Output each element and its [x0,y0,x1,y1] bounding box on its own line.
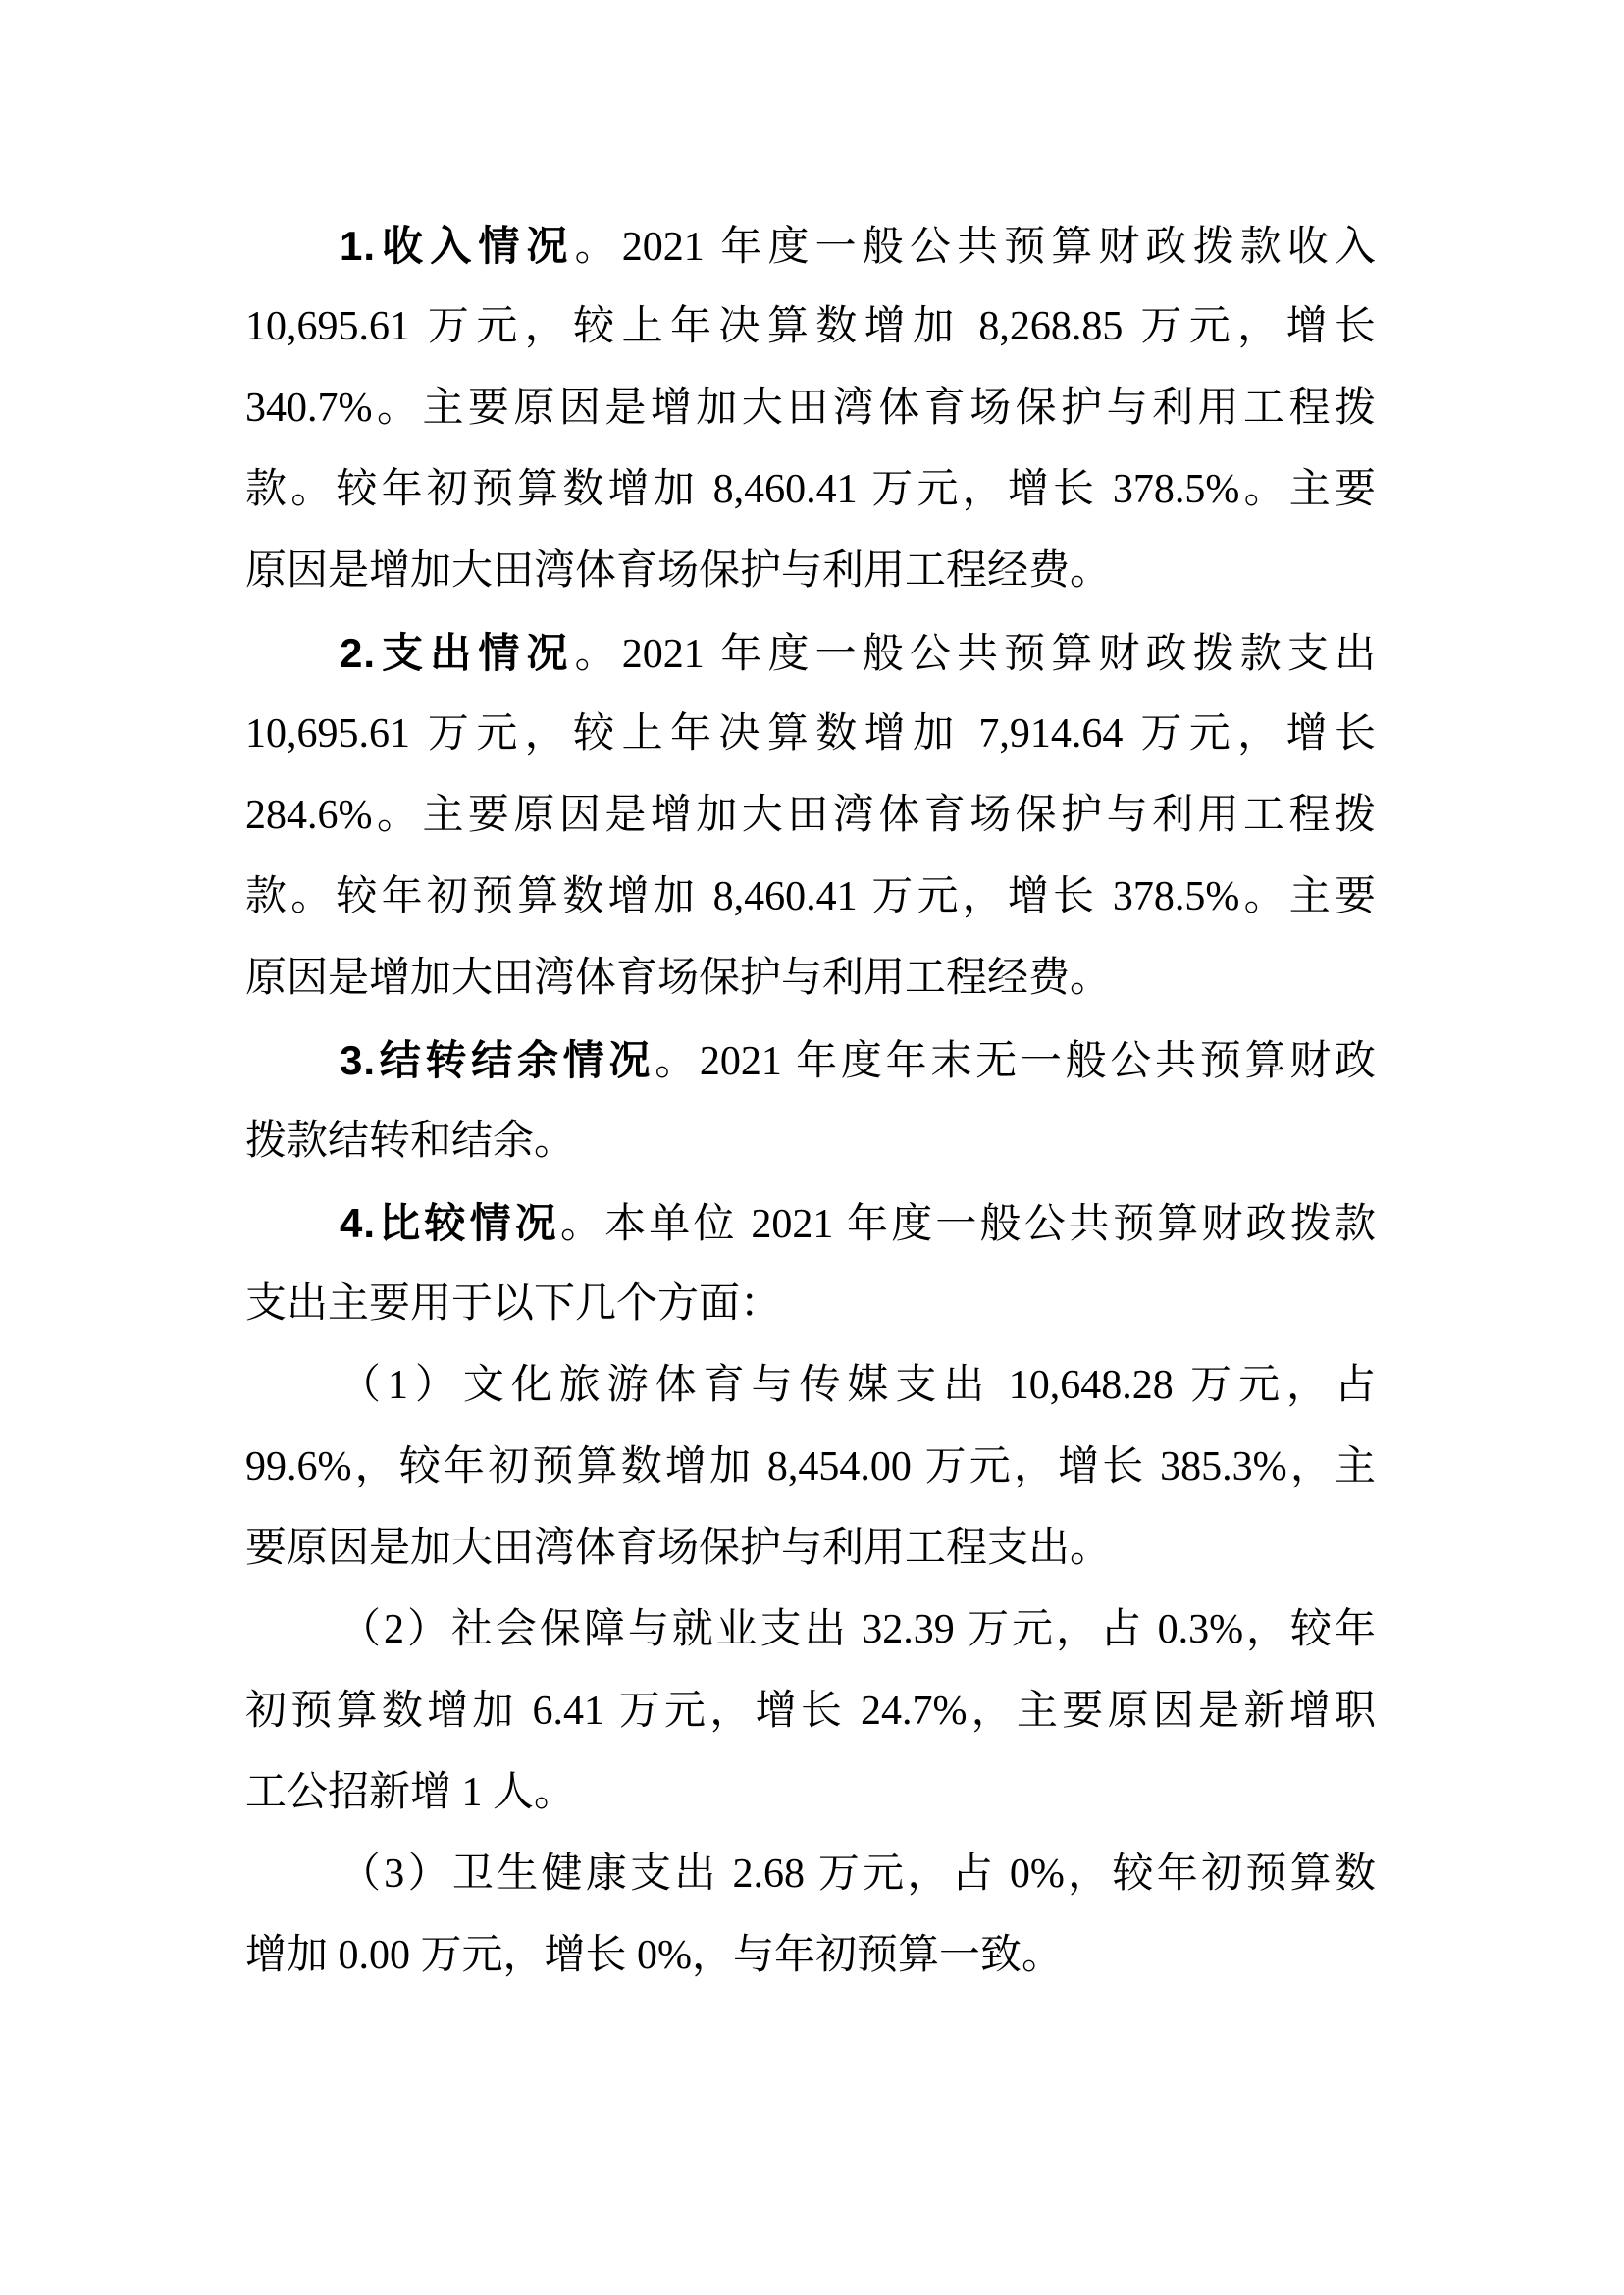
document-text-content [245,205,1376,1997]
text-line [245,612,1376,694]
text-line [245,775,1376,857]
text-segment: 10,695.61 万元，较上年决算数增加 8,268.85 万元，增长 [245,304,1376,349]
text-segment: 原因是增加大田湾体育场保护与利用工程经费。 [245,548,1112,594]
text-line [245,1264,1376,1345]
text-segment: 工公招新增 1 人。 [245,1770,576,1815]
text-segment: （1）文化旅游体育与传媒支出 10,648.28 万元，占 [340,1363,1376,1408]
paragraph-carryover-situation [245,1019,1376,1182]
text-line [245,531,1376,612]
text-line [245,1508,1376,1590]
text-segment: （2）社会保障与就业支出 32.39 万元，占 0.3%，较年 [340,1607,1376,1652]
text-line [245,287,1376,368]
text-line [245,1427,1376,1508]
heading-segment: 3.结转结余情况 [340,1037,655,1083]
text-segment: 340.7%。主要原因是增加大田湾体育场保护与利用工程拨 [245,386,1376,431]
text-segment: 款。较年初预算数增加 8,460.41 万元，增长 378.5%。主要 [245,467,1376,512]
paragraph-comparison-situation [245,1182,1376,1345]
text-line [245,1101,1376,1182]
text-line [245,205,1376,287]
heading-segment: 1.收入情况 [340,223,575,269]
text-line [245,1752,1376,1834]
text-line [245,1590,1376,1671]
text-segment: 要原因是加大田湾体育场保护与利用工程支出。 [245,1526,1112,1571]
text-segment: 。2021 年度一般公共预算财政拨款收入 [574,225,1376,270]
text-segment: 款。较年初预算数增加 8,460.41 万元，增长 378.5%。主要 [245,874,1376,919]
text-line [245,938,1376,1019]
text-segment: 。2021 年度一般公共预算财政拨款支出 [574,632,1376,677]
text-line [245,857,1376,938]
text-line [245,1671,1376,1752]
paragraph-expenditure-situation [245,612,1376,1019]
text-segment: 增加 0.00 万元，增长 0%，与年初预算一致。 [245,1933,1063,1978]
text-segment: 99.6%，较年初预算数增加 8,454.00 万元，增长 385.3%，主 [245,1444,1376,1489]
text-segment: 拨款结转和结余。 [245,1119,576,1164]
paragraph-item-1-culture-tourism-sports-media [245,1345,1376,1590]
text-line [245,1915,1376,1997]
text-line [245,1834,1376,1915]
text-segment: 。本单位 2021 年度一般公共预算财政拨款 [559,1202,1376,1247]
text-line [245,694,1376,775]
text-line [245,1345,1376,1427]
text-segment: 。2021 年度年末无一般公共预算财政 [655,1039,1376,1084]
paragraph-income-situation [245,205,1376,612]
text-segment: 支出主要用于以下几个方面： [245,1281,782,1327]
paragraph-item-3-health [245,1834,1376,1997]
text-segment: 原因是增加大田湾体育场保护与利用工程经费。 [245,956,1112,1001]
text-segment: 10,695.61 万元，较上年决算数增加 7,914.64 万元，增长 [245,711,1376,756]
heading-segment: 2.支出情况 [340,630,575,676]
text-segment: 284.6%。主要原因是增加大田湾体育场保护与利用工程拨 [245,793,1376,838]
heading-segment: 4.比较情况 [340,1200,560,1246]
text-segment: 初预算数增加 6.41 万元，增长 24.7%，主要原因是新增职 [245,1689,1376,1734]
text-line [245,1019,1376,1101]
paragraph-item-2-social-security-employment [245,1590,1376,1834]
text-line [245,368,1376,449]
text-segment: （3）卫生健康支出 2.68 万元，占 0%，较年初预算数 [340,1852,1376,1897]
text-line [245,449,1376,531]
text-line [245,1182,1376,1264]
